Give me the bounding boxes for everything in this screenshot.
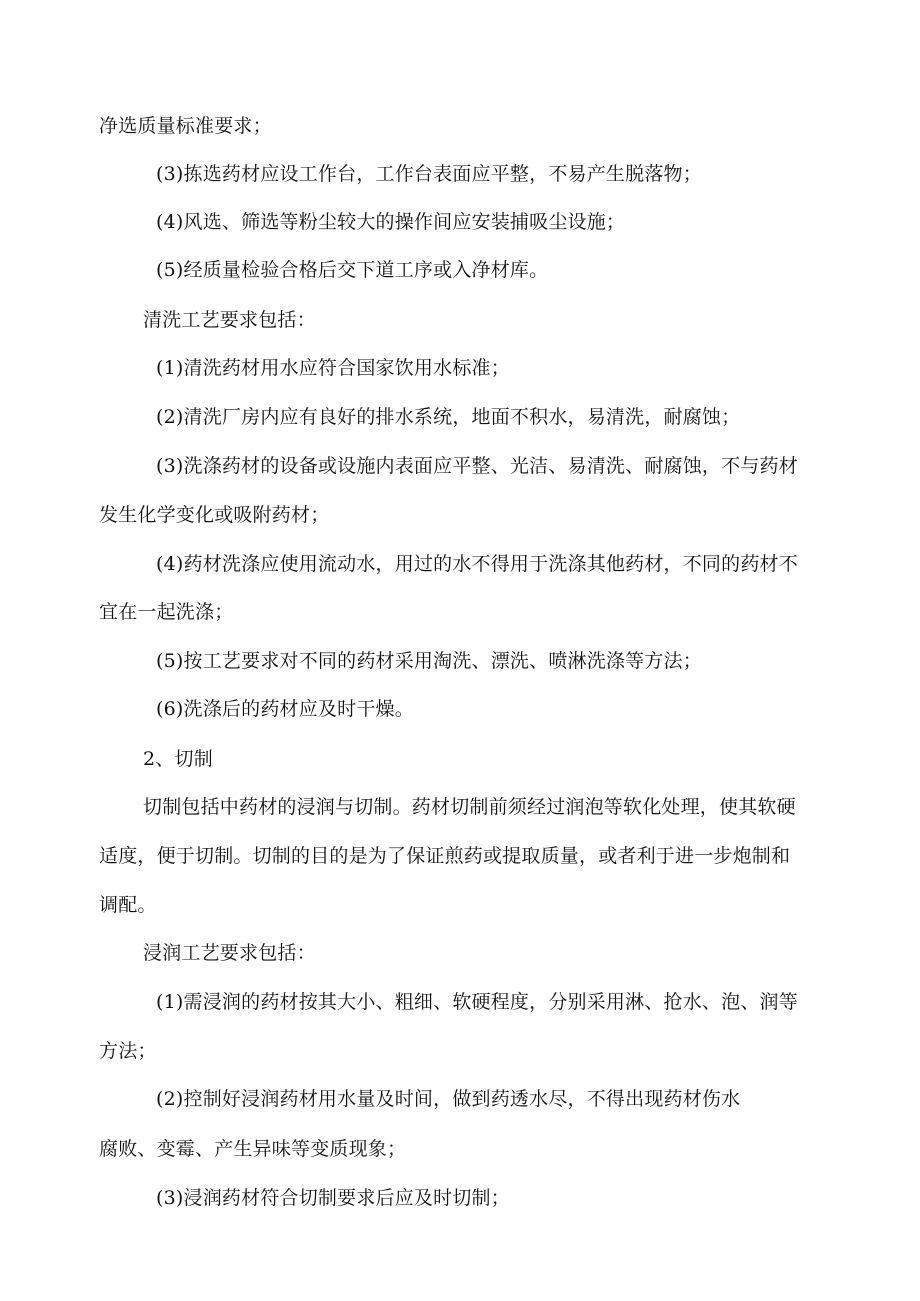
soaking-item-2-continued: 腐败、变霉、产生异味等变质现象； — [99, 1138, 407, 1160]
cutting-paragraph-line-2: 适度，便于切制。切制的目的是为了保证煎药或提取质量，或者利于进一步炮制和 — [99, 845, 791, 867]
list-item-4-dust-collection: (4)风选、筛选等粉尘较大的操作间应安装捕吸尘设施； — [156, 211, 626, 233]
cutting-paragraph-line-1: 切制包括中药材的浸润与切制。药材切制前须经过润泡等软化处理，使其软硬 — [143, 796, 796, 818]
washing-item-3-continued: 发生化学变化或吸附药材； — [99, 504, 330, 526]
soaking-item-3: (3)浸润药材符合切制要求后应及时切制； — [156, 1187, 510, 1209]
list-item-3-sorting-table: (3)拣选药材应设工作台，工作台表面应平整，不易产生脱落物； — [156, 163, 702, 185]
washing-item-3: (3)洗涤药材的设备或设施内表面应平整、光洁、易清洗、耐腐蚀，不与药材 — [156, 455, 798, 477]
cutting-paragraph-line-3: 调配。 — [99, 894, 157, 916]
washing-item-1: (1)清洗药材用水应符合国家饮用水标准； — [156, 357, 510, 379]
soaking-item-2: (2)控制好浸润药材用水量及时间，做到药透水尽，不得出现药材伤水 — [156, 1088, 741, 1110]
washing-item-2: (2)清洗厂房内应有良好的排水系统，地面不积水，易清洗，耐腐蚀； — [156, 406, 741, 428]
paragraph-washing-requirements: 清洗工艺要求包括： — [143, 309, 316, 331]
washing-item-4-continued: 宜在一起洗涤； — [99, 601, 234, 623]
washing-item-5: (5)按工艺要求对不同的药材采用淘洗、漂洗、喷淋洗涤等方法； — [156, 650, 702, 672]
soaking-item-1: (1)需浸润的药材按其大小、粗细、软硬程度，分别采用淋、抢水、泡、润等 — [156, 991, 798, 1013]
list-item-5-quality-check: (5)经质量检验合格后交下道工序或入净材库。 — [156, 259, 549, 281]
text-line-1: 净选质量标准要求； — [99, 115, 272, 137]
washing-item-6: (6)洗涤后的药材应及时干燥。 — [156, 698, 414, 720]
soaking-item-1-continued: 方法； — [99, 1040, 157, 1062]
section-heading-cutting: 2、切制 — [143, 748, 213, 770]
washing-item-4: (4)药材洗涤应使用流动水，用过的水不得用于洗涤其他药材，不同的药材不 — [156, 553, 798, 575]
paragraph-soaking-requirements: 浸润工艺要求包括： — [143, 942, 316, 964]
